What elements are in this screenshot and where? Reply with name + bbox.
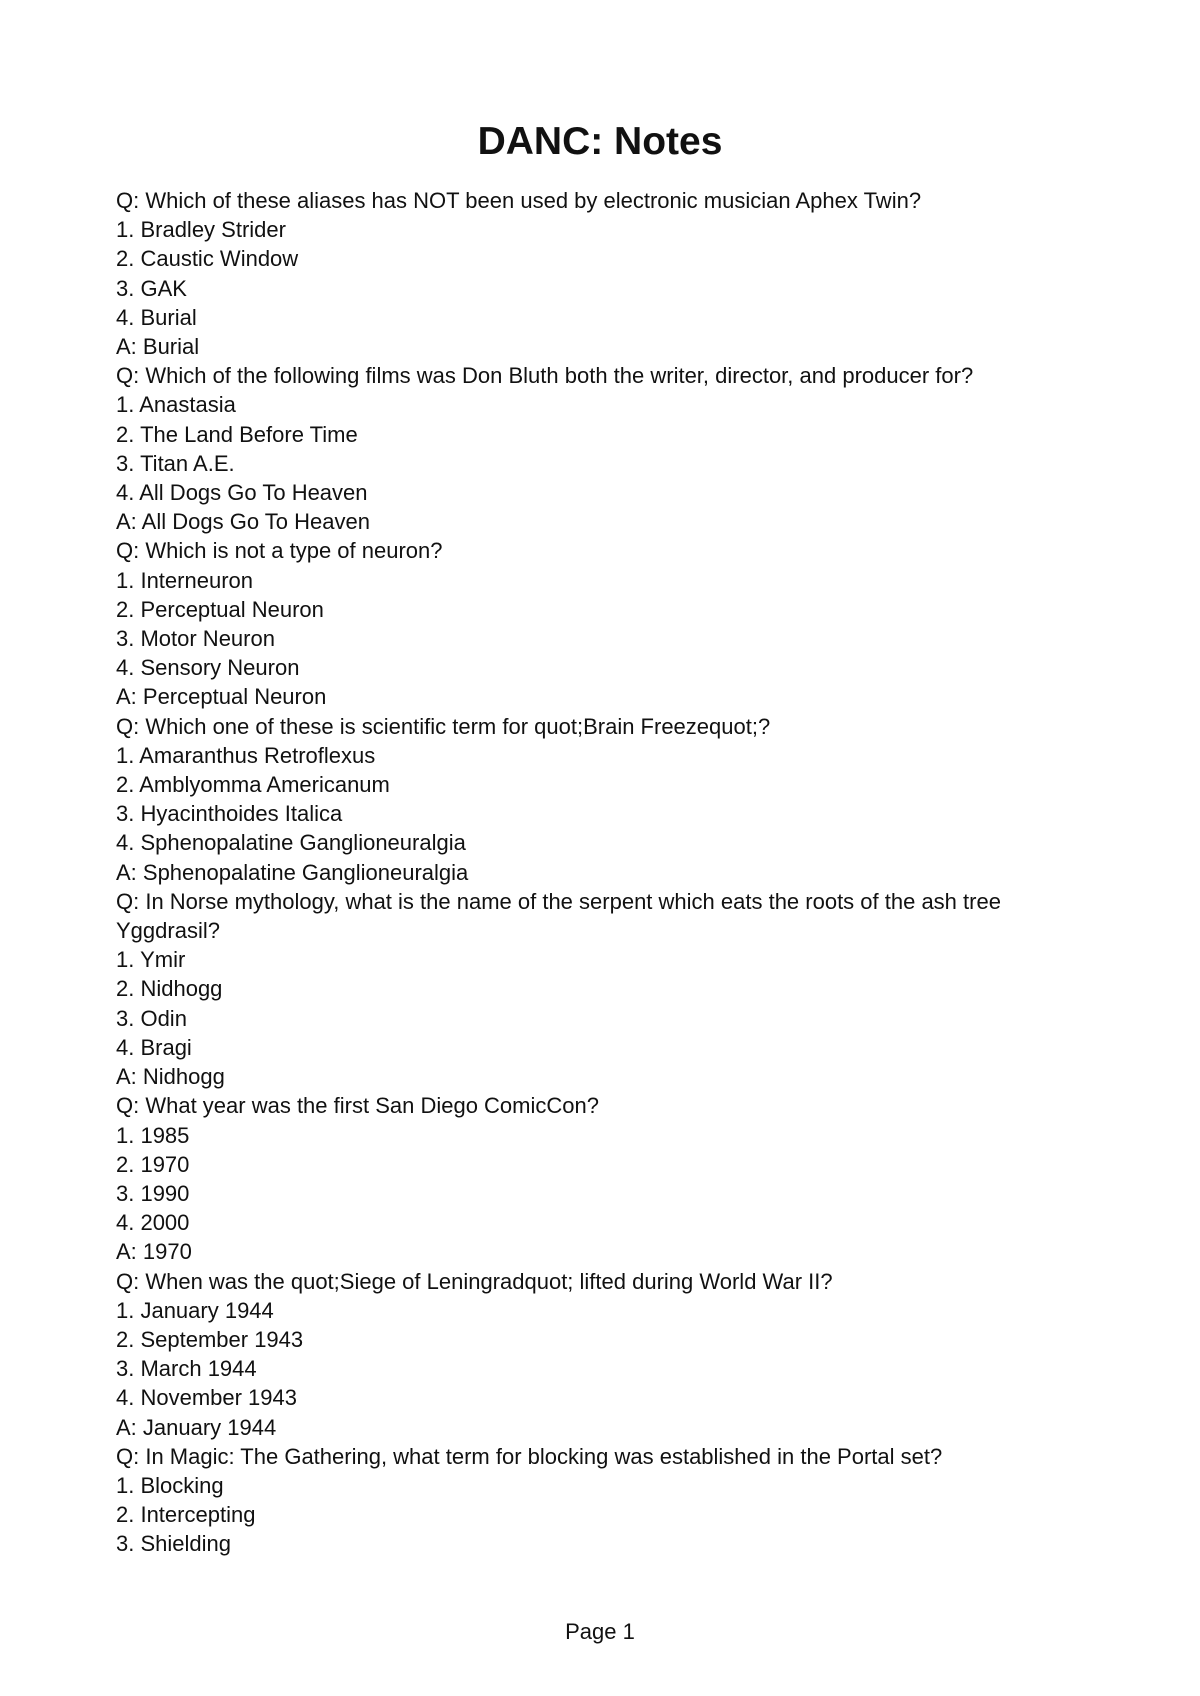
option-item: 1. 1985 xyxy=(116,1122,190,1148)
question-text: Q: Which one of these is scientific term for quot;Brain Freezequot;? xyxy=(116,713,771,739)
question-text: Q: Which of these aliases has NOT been used by electronic musician Aphex Twin? xyxy=(116,188,922,213)
option-item: 2. Perceptual Neuron xyxy=(116,596,324,622)
option-item: 2. The Land Before Time xyxy=(116,421,358,447)
question-block xyxy=(116,186,1076,361)
option-item: 2. Amblyomma Americanum xyxy=(116,772,390,798)
question-text: Q: Which is not a type of neuron? xyxy=(116,538,443,564)
question-block xyxy=(116,712,1076,887)
document-title: DANC: Notes xyxy=(477,120,723,163)
question-block xyxy=(116,361,1076,536)
answer-text: A: Nidhogg xyxy=(116,1064,225,1090)
option-item: 1. January 1944 xyxy=(116,1297,274,1323)
option-item: 1. Amaranthus Retroflexus xyxy=(116,742,376,768)
question-block xyxy=(116,536,1076,711)
notes-content xyxy=(116,186,1076,1559)
option-item: 2. Caustic Window xyxy=(116,246,299,272)
question-text: Q: In Norse mythology, what is the name of the serpent which eats the roots of the ash tree Yggdrasil? xyxy=(116,888,1007,944)
answer-text: A: All Dogs Go To Heaven xyxy=(116,509,370,535)
answer-text: A: Sphenopalatine Ganglioneuralgia xyxy=(116,859,469,885)
option-item: 1. Ymir xyxy=(116,947,186,973)
option-item: 4. Sensory Neuron xyxy=(116,655,300,681)
option-item: 4. All Dogs Go To Heaven xyxy=(116,480,368,506)
question-text: Q: When was the quot;Siege of Leningradquot; lifted during World War II? xyxy=(116,1268,833,1294)
question-text: Q: Which of the following films was Don Bluth both the writer, director, and producer for? xyxy=(116,363,974,389)
option-item: 3. Titan A.E. xyxy=(116,450,235,476)
answer-text: A: January 1944 xyxy=(116,1414,277,1440)
option-item: 4. Bragi xyxy=(116,1034,192,1060)
option-item: 4. Burial xyxy=(116,304,197,330)
option-item: 4. 2000 xyxy=(116,1210,190,1236)
answer-text: A: Perceptual Neuron xyxy=(116,684,327,710)
question-block xyxy=(116,1442,1076,1559)
option-item: 3. March 1944 xyxy=(116,1356,257,1382)
question-block xyxy=(116,1091,1076,1266)
option-item: 2. Intercepting xyxy=(116,1502,256,1528)
answer-text: A: Burial xyxy=(116,334,200,360)
option-item: 4. Sphenopalatine Ganglioneuralgia xyxy=(116,830,466,856)
option-item: 4. November 1943 xyxy=(116,1385,297,1411)
page-number: Page 1 xyxy=(565,1619,635,1644)
option-item: 3. GAK xyxy=(116,275,187,301)
question-text: Q: What year was the first San Diego ComicCon? xyxy=(116,1093,599,1119)
option-item: 1. Bradley Strider xyxy=(116,217,286,243)
question-block xyxy=(116,1267,1076,1442)
option-item: 3. 1990 xyxy=(116,1180,190,1206)
option-item: 1. Blocking xyxy=(116,1472,224,1498)
option-item: 2. September 1943 xyxy=(116,1326,304,1352)
question-text: Q: In Magic: The Gathering, what term for blocking was established in the Portal set? xyxy=(116,1443,943,1469)
option-item: 3. Shielding xyxy=(116,1531,231,1557)
option-item: 3. Hyacinthoides Italica xyxy=(116,801,343,827)
option-item: 3. Motor Neuron xyxy=(116,626,275,652)
option-item: 1. Anastasia xyxy=(116,392,236,418)
option-item: 2. 1970 xyxy=(116,1151,190,1177)
option-item: 3. Odin xyxy=(116,1005,187,1031)
answer-text: A: 1970 xyxy=(116,1239,192,1265)
question-block xyxy=(116,887,1076,1091)
option-item: 2. Nidhogg xyxy=(116,976,223,1002)
option-item: 1. Interneuron xyxy=(116,567,253,593)
